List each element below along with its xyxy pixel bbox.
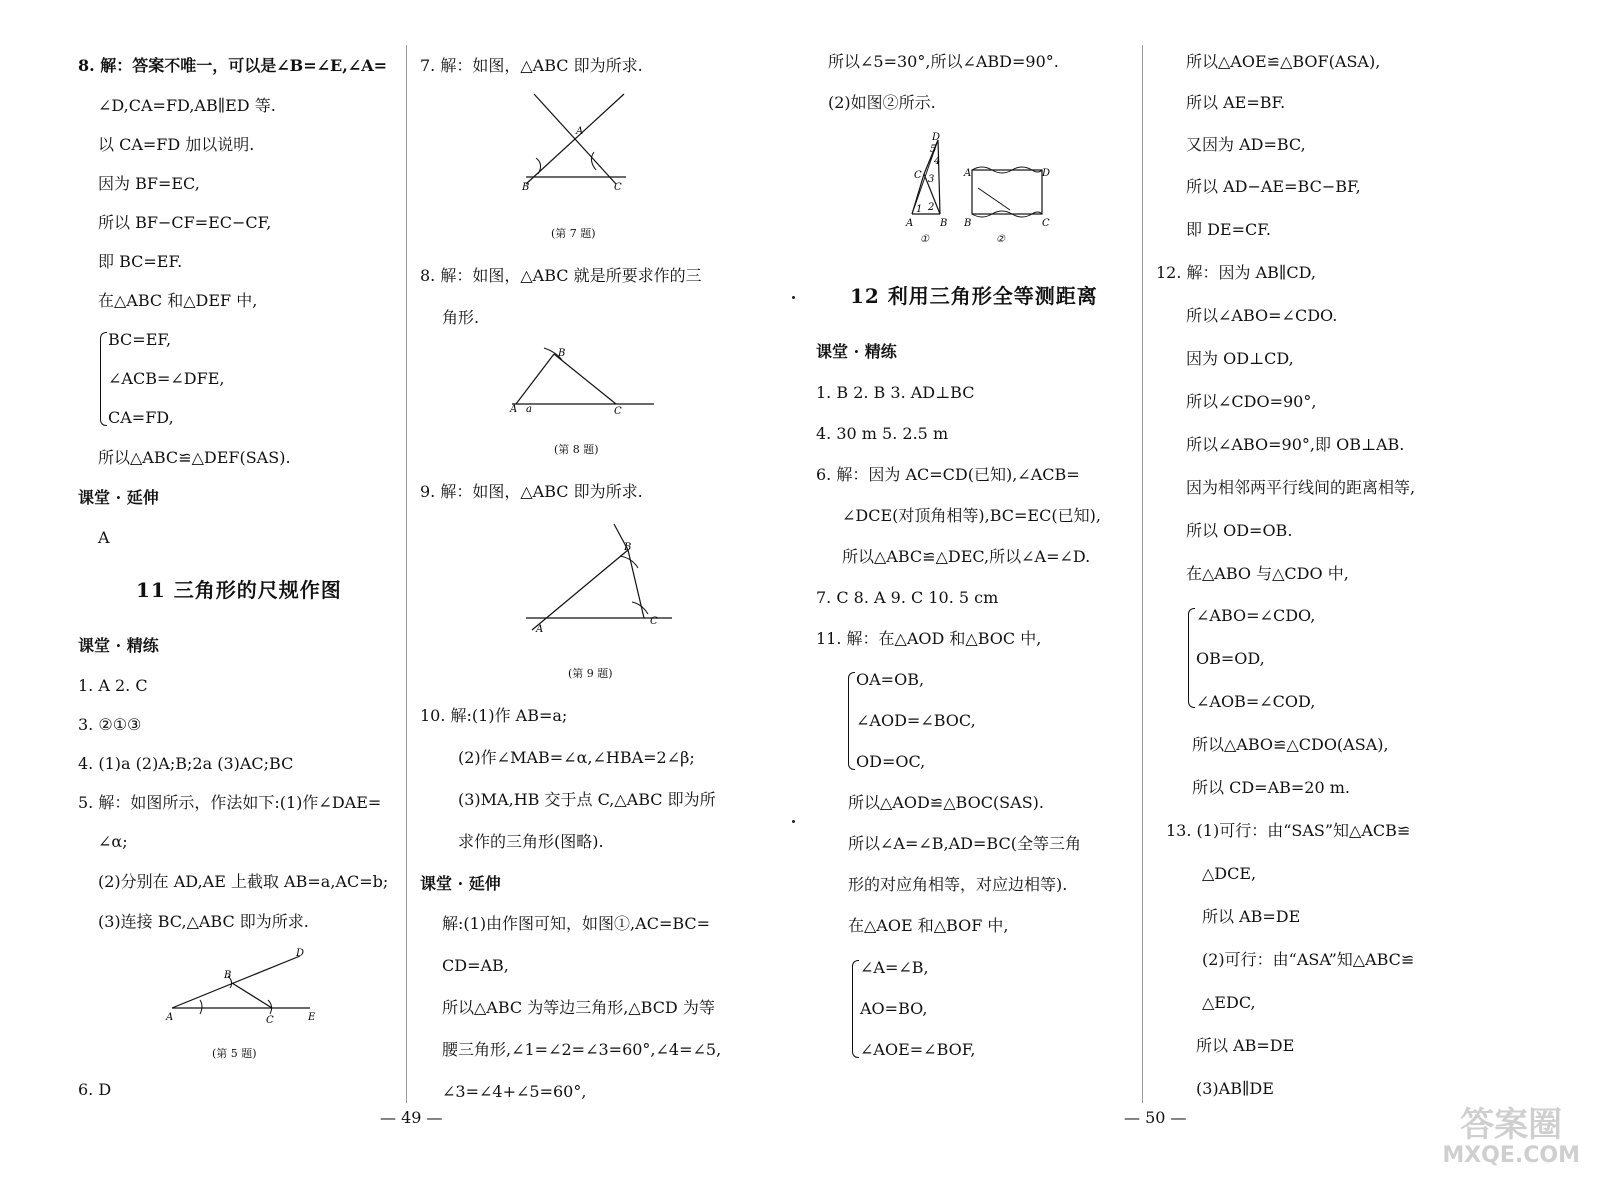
text-line: 9. 解：如图，△ABC 即为所求.	[420, 482, 643, 501]
text-line: 所以 AB=DE	[1202, 907, 1301, 926]
text-line: 10. 解:(1)作 AB=a;	[420, 706, 568, 725]
text-line: ∠A=∠B,	[860, 958, 929, 977]
figure-caption: (第 9 题)	[568, 667, 613, 680]
text-line: 所以 BF−CF=EC−CF,	[98, 213, 272, 232]
column-2	[406, 0, 792, 1182]
fig-label: E	[308, 1012, 316, 1023]
text-line: 即 BC=EF.	[98, 252, 183, 271]
text-line: 因为 BF=EC,	[98, 174, 200, 193]
column-3	[800, 0, 1187, 1182]
text-line: OA=OB,	[856, 670, 925, 689]
section-label: 课堂 · 延伸	[420, 874, 501, 893]
text-line: 13. (1)可行：由“SAS”知△ACB≌	[1166, 821, 1411, 840]
fig-label: C	[1042, 218, 1050, 229]
brace	[852, 960, 859, 1058]
text-line: 12. 解：因为 AB∥CD,	[1156, 263, 1316, 282]
text-line: 所以 AB=DE	[1196, 1036, 1295, 1055]
text-line: 所以△ABC≌△DEF(SAS).	[98, 448, 291, 467]
text-line: AO=BO,	[860, 999, 928, 1018]
text-line: 1. B 2. B 3. AD⊥BC	[816, 383, 975, 402]
fig-label: D	[932, 132, 941, 143]
text-line: 又因为 AD=BC,	[1186, 135, 1306, 154]
text-line: 所以△ABO≌△CDO(ASA),	[1192, 735, 1389, 754]
figure-caption: (第 5 题)	[212, 1047, 257, 1060]
figure-10	[892, 130, 1062, 246]
fig-label: C	[614, 406, 622, 417]
text-line: 在△AOE 和△BOF 中,	[848, 916, 1009, 935]
text-line: 3. ②①③	[78, 715, 142, 734]
text-line: 所以△ABC 为等边三角形,△BCD 为等	[442, 998, 715, 1017]
text-line: 6. 解：因为 AC=CD(已知),∠ACB=	[816, 465, 1080, 484]
fig-label: B	[964, 218, 972, 229]
text-line: 4. 30 m 5. 2.5 m	[816, 424, 949, 443]
fig-label: D	[1042, 168, 1051, 179]
fig-label: C	[614, 182, 622, 193]
text-line: CD=AB,	[442, 956, 509, 975]
text-line: 7. 解：如图，△ABC 即为所求.	[420, 56, 643, 75]
text-line: 形的对应角相等，对应边相等).	[848, 875, 1068, 894]
margin-dot	[792, 296, 795, 299]
text-line: 因为 OD⊥CD,	[1186, 349, 1294, 368]
text-line: 求作的三角形(图略).	[458, 832, 604, 851]
fig-label: A	[510, 404, 518, 415]
text-line: (2)如图②所示.	[828, 93, 936, 112]
fig-label: 5	[930, 144, 937, 155]
text-line: 所以 OD=OB.	[1186, 521, 1293, 540]
text-line: ∠ABO=∠CDO,	[1196, 606, 1316, 625]
section-label: 课堂 · 延伸	[78, 488, 159, 507]
figure-9	[524, 520, 674, 640]
text-line: (2)作∠MAB=∠α,∠HBA=2∠β;	[458, 748, 695, 767]
text-line: 8. 解：如图，△ABC 就是所要求作的三	[420, 266, 702, 285]
text-line: 在△ABC 和△DEF 中,	[98, 291, 258, 310]
fig-label: C	[914, 170, 922, 181]
text-line: ∠AOB=∠COD,	[1196, 692, 1316, 711]
fig-label: A	[166, 1012, 174, 1023]
fig-label: 4	[934, 156, 941, 167]
text-line: 所以 AD−AE=BC−BF,	[1186, 177, 1361, 196]
text-line: 在△ABO 与△CDO 中,	[1186, 564, 1349, 583]
column-4	[1142, 0, 1600, 1182]
text-line: 解:(1)由作图可知，如图①,AC=BC=	[442, 914, 711, 933]
margin-dot	[792, 820, 795, 823]
text-line: ∠3=∠4+∠5=60°,	[442, 1082, 587, 1101]
fig-label: A	[906, 218, 914, 229]
text-line: 6. D	[78, 1080, 112, 1099]
fig-label: B	[558, 348, 566, 359]
text-line: △DCE,	[1202, 864, 1257, 883]
brace	[848, 672, 855, 770]
text-line: 所以△AOE≌△BOF(ASA),	[1186, 52, 1381, 71]
page-number: — 49 —	[380, 1108, 443, 1127]
text-line: ∠AOD=∠BOC,	[856, 711, 976, 730]
text-line: 所以 AE=BF.	[1186, 93, 1286, 112]
figure-5	[160, 948, 330, 1028]
section-label: 课堂 · 精练	[816, 342, 897, 361]
text-line: (2)分别在 AD,AE 上截取 AB=a,AC=b;	[98, 872, 389, 891]
text-line: 1. A 2. C	[78, 676, 148, 695]
text-line: 8. 解：答案不唯一，可以是∠B=∠E,∠A=	[78, 56, 388, 75]
text-line: A	[98, 528, 110, 547]
text-line: CA=FD,	[108, 408, 174, 427]
fig-label: B	[940, 218, 948, 229]
text-line: 4. (1)a (2)A;B;2a (3)AC;BC	[78, 754, 294, 773]
text-line: 即 DE=CF.	[1186, 220, 1271, 239]
fig-label: B	[224, 970, 232, 981]
text-line: (2)可行：由“ASA”知△ABC≌	[1202, 950, 1415, 969]
fig-label: 2	[928, 202, 935, 213]
fig-label: A	[536, 624, 544, 635]
figure-7	[516, 92, 636, 192]
text-line: ∠D,CA=FD,AB∥ED 等.	[98, 96, 276, 115]
brace	[100, 332, 107, 426]
text-line: 11. 解：在△AOD 和△BOC 中,	[816, 629, 1042, 648]
text-line: 7. C 8. A 9. C 10. 5 cm	[816, 588, 999, 607]
section-label: 课堂 · 精练	[78, 636, 159, 655]
text-line: OB=OD,	[1196, 649, 1265, 668]
fig-label: B	[624, 542, 632, 553]
figure-caption: (第 7 题)	[551, 227, 596, 240]
watermark	[1442, 1106, 1580, 1168]
text-line: 因为相邻两平行线间的距离相等,	[1186, 478, 1416, 497]
text-line: 所以∠A=∠B,AD=BC(全等三角	[848, 834, 1081, 853]
fig-label: C	[266, 1015, 274, 1026]
text-line: (3)AB∥DE	[1196, 1079, 1274, 1098]
text-line: 所以∠ABO=90°,即 OB⊥AB.	[1186, 435, 1405, 454]
figure-caption: (第 8 题)	[554, 443, 599, 456]
fig-label: A	[964, 168, 972, 179]
section-title: 11 三角形的尺规作图	[136, 578, 342, 602]
fig-label: A	[576, 126, 584, 137]
text-line: 所以∠CDO=90°,	[1186, 392, 1317, 411]
figure-8	[506, 344, 656, 417]
text-line: 所以△AOD≌△BOC(SAS).	[848, 793, 1044, 812]
fig-label: ②	[996, 234, 1005, 245]
text-line: 5. 解：如图所示，作法如下:(1)作∠DAE=	[78, 793, 382, 812]
text-line: ∠ACB=∠DFE,	[108, 369, 225, 388]
brace	[1188, 608, 1195, 708]
fig-label: ①	[920, 234, 929, 245]
text-line: 所以∠5=30°,所以∠ABD=90°.	[828, 52, 1059, 71]
page-number: — 50 —	[1124, 1108, 1187, 1127]
section-title: 12 利用三角形全等测距离	[850, 284, 1098, 308]
fig-label: a	[526, 404, 532, 415]
fig-label: B	[522, 182, 530, 193]
fig-label: 1	[916, 204, 923, 215]
column-1	[0, 0, 443, 1182]
text-line: (3)MA,HB 交于点 C,△ABC 即为所	[458, 790, 716, 809]
text-line: ∠α;	[98, 832, 128, 851]
watermark-url: MXQE.COM	[1442, 1143, 1580, 1168]
text-line: 所以△ABC≌△DEC,所以∠A=∠D.	[842, 547, 1091, 566]
text-line: BC=EF,	[108, 330, 172, 349]
text-line: 所以 CD=AB=20 m.	[1192, 778, 1350, 797]
fig-label: D	[296, 948, 305, 959]
text-line: (3)连接 BC,△ABC 即为所求.	[98, 912, 309, 931]
text-line: 所以∠ABO=∠CDO.	[1186, 306, 1338, 325]
text-line: △EDC,	[1202, 993, 1256, 1012]
text-line: 角形.	[442, 308, 480, 327]
text-line: 腰三角形,∠1=∠2=∠3=60°,∠4=∠5,	[442, 1040, 722, 1059]
watermark-logo: 答案圈	[1460, 1105, 1563, 1145]
text-line: 以 CA=FD 加以说明.	[98, 135, 255, 154]
text-line: ∠DCE(对顶角相等),BC=EC(已知),	[842, 506, 1101, 525]
text-line: ∠AOE=∠BOF,	[860, 1040, 976, 1059]
text-line: OD=OC,	[856, 752, 926, 771]
fig-label: C	[650, 616, 658, 627]
fig-label: 3	[928, 174, 935, 185]
